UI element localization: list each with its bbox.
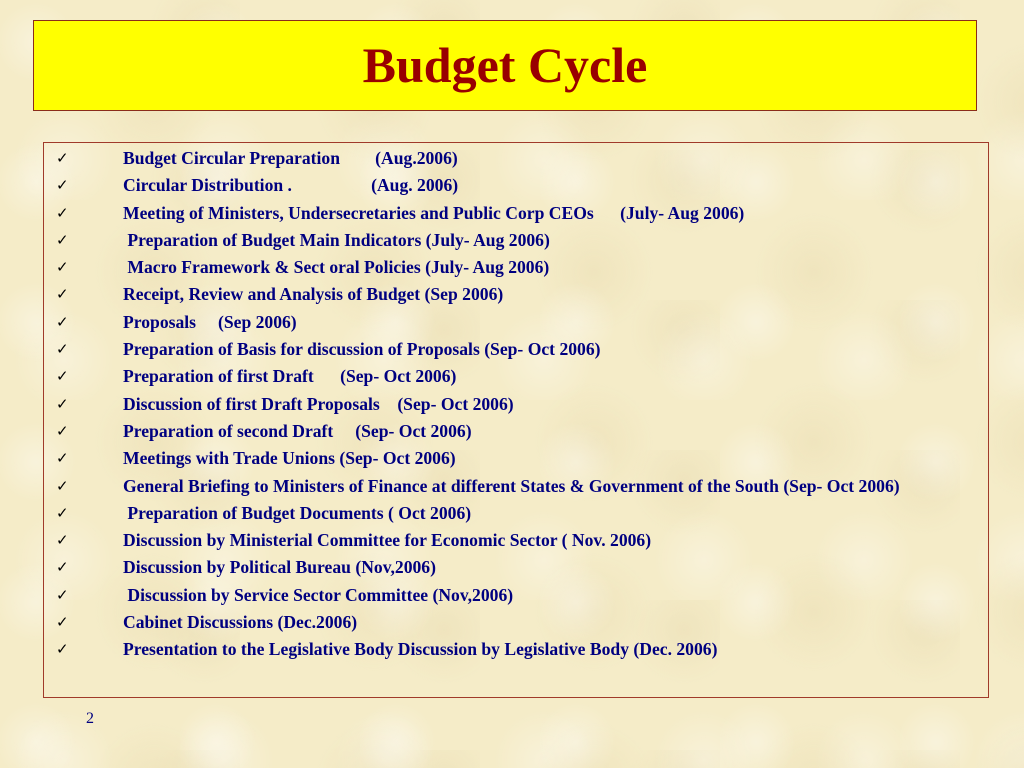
checkmark-icon: ✓: [56, 613, 69, 632]
list-item: [44, 448, 988, 469]
slide-title: Budget Cycle: [362, 36, 648, 93]
checkmark-icon: ✓: [56, 230, 69, 249]
list-item-text: Circular Distribution . (Aug. 2006): [123, 175, 459, 196]
list-item-text: Discussion by Service Sector Committee (Nov,2006): [123, 584, 514, 605]
list-item-text: Preparation of Basis for discussion of Proposals (Sep- Oct 2006): [123, 339, 601, 360]
list-item-text: Budget Circular Preparation (Aug.2006): [123, 148, 458, 168]
list-item-text: Preparation of Budget Documents ( Oct 2006): [123, 502, 472, 523]
list-item: [44, 612, 988, 633]
list-item: [44, 585, 988, 606]
checkmark-icon: ✓: [56, 258, 69, 277]
list-item: [44, 557, 988, 578]
checkmark-icon: ✓: [56, 531, 69, 550]
list-item: [44, 203, 988, 224]
list-item: [44, 503, 988, 524]
list-item-text: General Briefing to Ministers of Finance at different States & Government of the South (Sep- Oct 2006): [123, 475, 900, 496]
checkmark-icon: ✓: [56, 340, 69, 359]
list-item-text: Discussion of first Draft Proposals (Sep- Oct 2006): [123, 393, 514, 414]
list-item: [44, 284, 988, 305]
checkmark-icon: ✓: [56, 312, 69, 331]
list-item: [44, 476, 988, 497]
checkmark-icon: ✓: [56, 176, 69, 195]
list-item: [44, 148, 988, 169]
list-item: [44, 257, 988, 278]
bullet-list-box: [43, 142, 989, 698]
list-item: [44, 230, 988, 251]
list-item-text: Presentation to the Legislative Body Discussion by Legislative Body (Dec. 2006): [123, 639, 718, 660]
checkmark-icon: ✓: [56, 558, 69, 577]
list-item: [44, 175, 988, 196]
list-item-text: Preparation of Budget Main Indicators (July- Aug 2006): [123, 229, 550, 250]
checkmark-icon: ✓: [56, 503, 69, 522]
list-item-text: Discussion by Political Bureau (Nov,2006): [123, 557, 436, 578]
list-item-text: Macro Framework & Sect oral Policies (July- Aug 2006): [123, 257, 550, 278]
list-item-text: Receipt, Review and Analysis of Budget (Sep 2006): [123, 284, 504, 305]
checkmark-icon: ✓: [56, 203, 69, 222]
list-item: [44, 421, 988, 442]
list-item-text: Preparation of second Draft (Sep- Oct 2006): [123, 420, 472, 441]
checkmark-icon: ✓: [56, 585, 69, 604]
list-item-text: Meetings with Trade Unions (Sep- Oct 2006): [123, 448, 456, 469]
list-item-text: Cabinet Discussions (Dec.2006): [123, 612, 358, 633]
checkmark-icon: ✓: [56, 367, 69, 386]
list-item: [44, 394, 988, 415]
list-item: [44, 530, 988, 551]
list-item: [44, 339, 988, 360]
checkmark-icon: ✓: [56, 449, 69, 468]
bullet-list: [44, 148, 988, 667]
page-number: 2: [86, 710, 94, 727]
list-item: [44, 366, 988, 387]
list-item-text: Discussion by Ministerial Committee for Economic Sector ( Nov. 2006): [123, 530, 652, 551]
list-item-text: Meeting of Ministers, Undersecretaries and Public Corp CEOs (July- Aug 2006): [123, 202, 745, 223]
list-item: [44, 312, 988, 333]
checkmark-icon: ✓: [56, 640, 69, 659]
checkmark-icon: ✓: [56, 149, 69, 167]
checkmark-icon: ✓: [56, 421, 69, 440]
checkmark-icon: ✓: [56, 394, 69, 413]
checkmark-icon: ✓: [56, 285, 69, 304]
list-item-text: Proposals (Sep 2006): [123, 311, 297, 332]
title-banner: [33, 20, 977, 111]
list-item-text: Preparation of first Draft (Sep- Oct 2006): [123, 366, 457, 387]
list-item: [44, 639, 988, 660]
checkmark-icon: ✓: [56, 476, 69, 495]
